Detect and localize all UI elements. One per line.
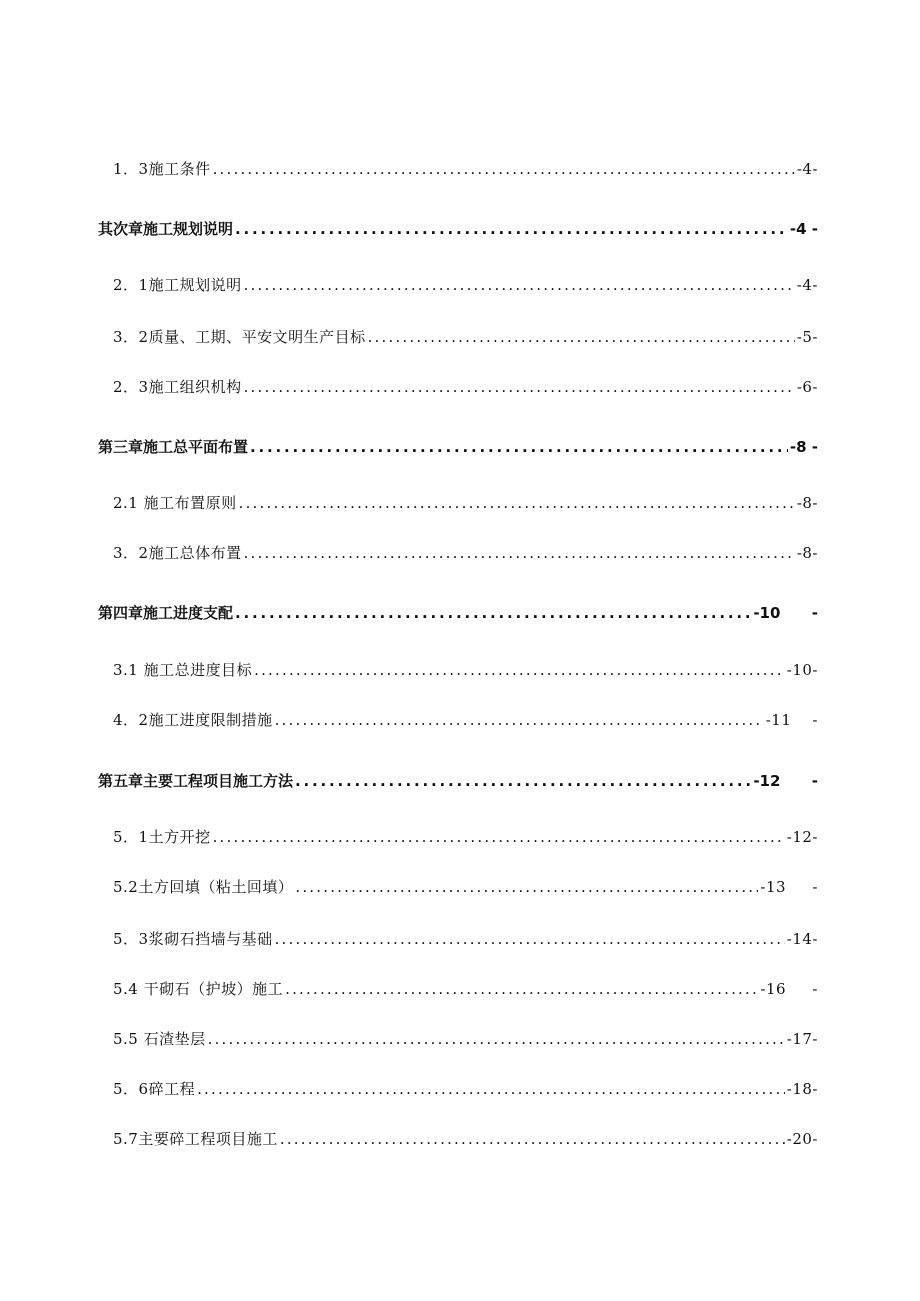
toc-entry-title: 3．2质量、工期、平安文明生产目标 (113, 328, 366, 346)
toc-chapter-page: -4 - (789, 220, 818, 238)
toc-entry-title: 5．3浆砌石挡墙与基础 (113, 930, 273, 948)
toc-entry-title: 2.1 施工布置原则 (113, 494, 237, 512)
toc-leader-dots (244, 541, 795, 565)
toc-entry[interactable] (113, 375, 818, 399)
toc-entry[interactable] (113, 658, 818, 682)
toc-entry-page: -20- (786, 1130, 818, 1148)
toc-entry-title: 3．2施工总体布置 (113, 544, 242, 562)
toc-chapter[interactable] (98, 769, 818, 793)
toc-entry-page: -12- (786, 828, 818, 846)
toc-chapter-title: 第五章主要工程项目施工方法 (98, 772, 294, 790)
toc-entry[interactable] (113, 273, 818, 297)
toc-entry[interactable] (113, 825, 818, 849)
toc-entry-page: -16 - (760, 980, 818, 998)
toc-entry-title: 2．1施工规划说明 (113, 276, 242, 294)
toc-leader-dots (244, 375, 795, 399)
toc-entry-page: -4- (796, 276, 818, 294)
toc-leader-dots (368, 325, 795, 349)
toc-entry[interactable] (113, 157, 818, 181)
toc-chapter-title: 第四章施工进度支配 (98, 604, 234, 622)
toc-entry-page: -14- (786, 930, 818, 948)
toc-leader-dots (295, 875, 758, 899)
toc-leader-dots (235, 217, 788, 241)
toc-chapter-page: -12 - (753, 772, 818, 790)
toc-entry-page: -4- (796, 160, 818, 178)
toc-entry-title: 4．2施工进度限制措施 (113, 711, 273, 729)
toc-entry[interactable] (113, 491, 818, 515)
toc-entry-title: 5.2土方回填（粘土回填） (113, 878, 294, 896)
toc-entry-page: -11 - (765, 711, 818, 729)
toc-chapter-title: 第三章施工总平面布置 (98, 438, 249, 456)
toc-chapter-title: 其次章施工规划说明 (98, 220, 234, 238)
toc-leader-dots (213, 157, 795, 181)
toc-entry[interactable] (113, 1077, 818, 1101)
toc-leader-dots (197, 1077, 785, 1101)
toc-chapter-page: -10 - (753, 604, 818, 622)
toc-entry-title: 5.7主要碎工程项目施工 (113, 1130, 278, 1148)
toc-entry-title: 5．1土方开挖 (113, 828, 211, 846)
toc-entry-page: -18- (786, 1080, 818, 1098)
toc-entry[interactable] (113, 875, 818, 899)
toc-leader-dots (295, 769, 751, 793)
toc-entry-page: -6- (796, 378, 818, 396)
toc-entry[interactable] (113, 708, 818, 732)
toc-chapter[interactable] (98, 601, 818, 625)
toc-entry-page: -17- (786, 1030, 818, 1048)
toc-leader-dots (275, 927, 785, 951)
toc-chapter-page: -8 - (789, 438, 818, 456)
toc-entry-title: 3.1 施工总进度目标 (113, 661, 253, 679)
toc-leader-dots (235, 601, 751, 625)
toc-entry[interactable] (113, 1127, 818, 1151)
toc-leader-dots (280, 1127, 785, 1151)
toc-entry[interactable] (113, 541, 818, 565)
toc-entry[interactable] (113, 1027, 818, 1051)
toc-leader-dots (239, 491, 795, 515)
toc-leader-dots (285, 977, 758, 1001)
toc-entry-title: 2．3施工组织机构 (113, 378, 242, 396)
toc-entry-page: -8- (796, 544, 818, 562)
toc-chapter[interactable] (98, 435, 818, 459)
toc-entry-page: -13 - (760, 878, 818, 896)
toc-leader-dots (244, 273, 795, 297)
toc-entry-page: -10- (786, 661, 818, 679)
toc-entry-page: -8- (796, 494, 818, 512)
toc-entry-page: -5- (796, 328, 818, 346)
toc-leader-dots (254, 658, 785, 682)
toc-leader-dots (275, 708, 764, 732)
toc-leader-dots (213, 825, 785, 849)
toc-entry[interactable] (113, 977, 818, 1001)
toc-entry-title: 1．3施工条件 (113, 160, 211, 178)
toc-chapter[interactable] (98, 217, 818, 241)
toc-entry-title: 5.4 干砌石（护坡）施工 (113, 980, 284, 998)
toc-leader-dots (250, 435, 788, 459)
toc-entry-title: 5.5 石渣垫层 (113, 1030, 206, 1048)
toc-entry[interactable] (113, 927, 818, 951)
toc-entry[interactable] (113, 325, 818, 349)
toc-leader-dots (208, 1027, 785, 1051)
toc-entry-title: 5．6碎工程 (113, 1080, 196, 1098)
